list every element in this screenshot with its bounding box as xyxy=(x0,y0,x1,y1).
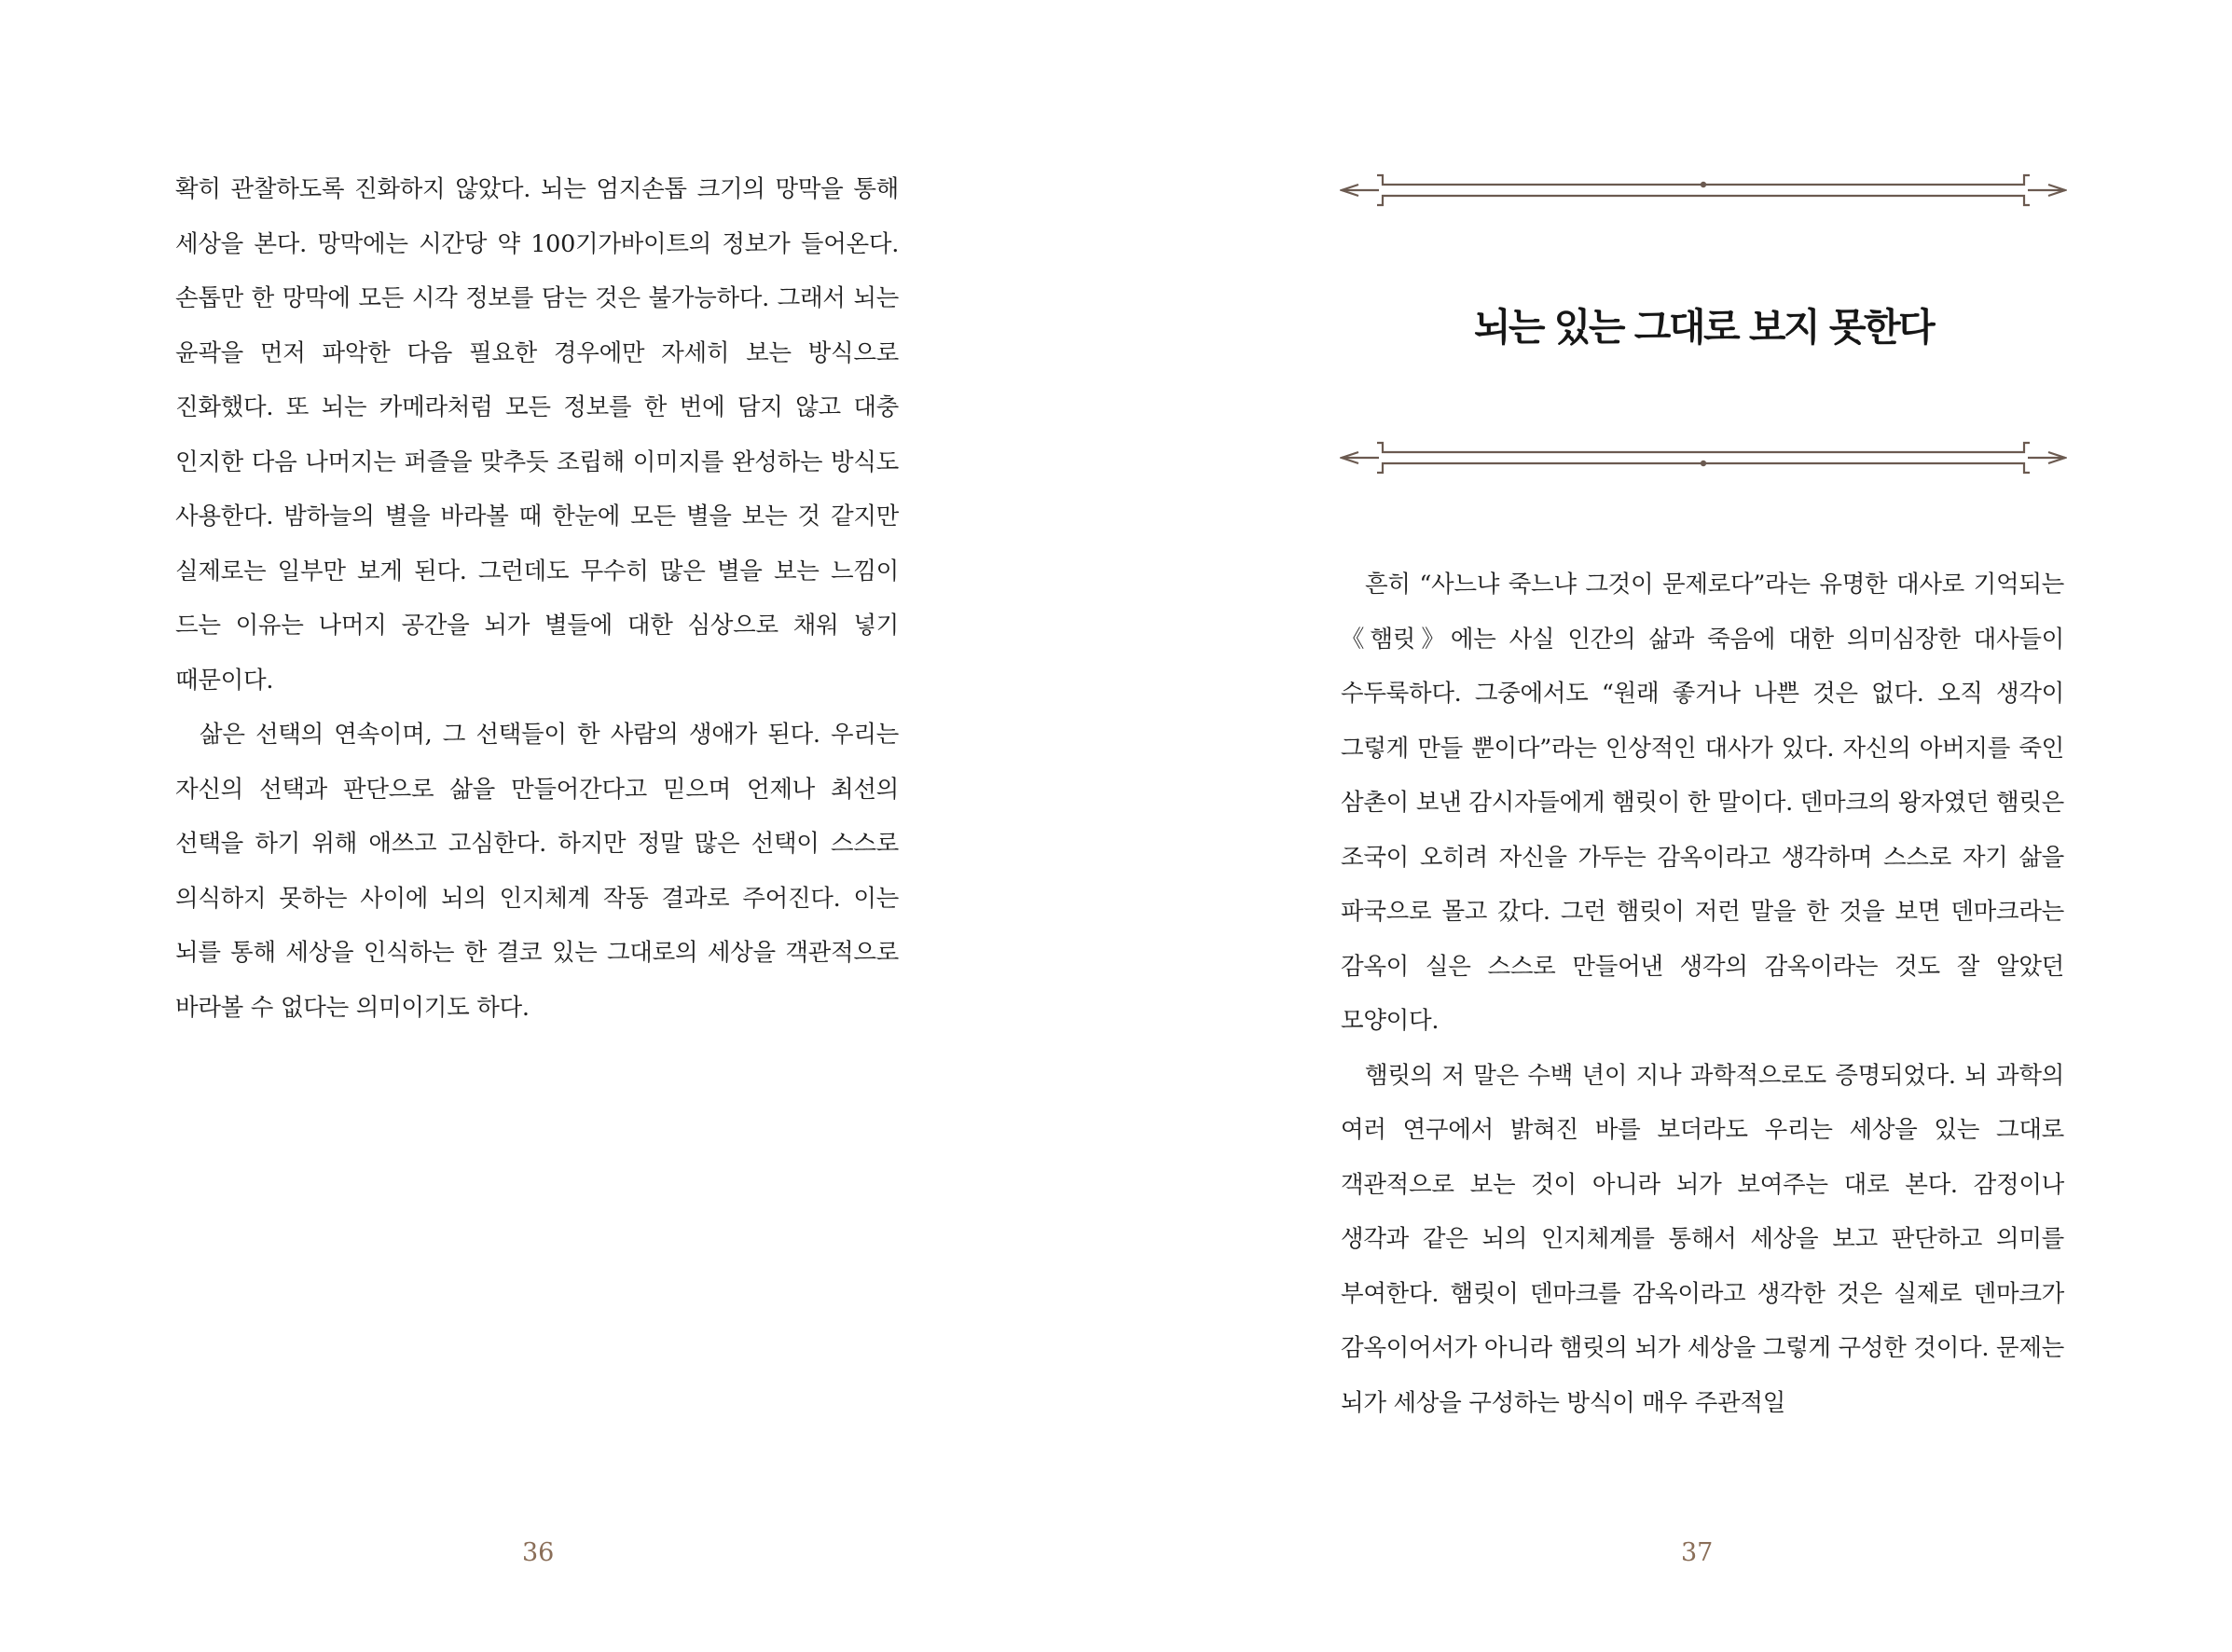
left-paragraph-1: 확히 관찰하도록 진화하지 않았다. 뇌는 엄지손톱 크기의 망막을 통해 세상을 본다. 망막에는 시간당 약 100기가바이트의 정보가 들어온다. 손톱만 한 망막에 모든 시각 정보를 담는 것은 불가능하다. 그래서 뇌는 윤곽을 먼저 파악한 다음 필요한 경우에만 자세히 보는 방식으로 진화했다. 또 뇌는 카메라처럼 모든 정보를 한 번에 담지 않고 대충 인지한 다음 나머지는 퍼즐을 맞추듯 조립해 이미지를 완성하는 방식도 사용한다. 밤하늘의 별을 바라볼 때 한눈에 모든 별을 보는 것 같지만 실제로는 일부만 보게 된다. 그런데도 무수히 많은 별을 보는 느낌이 드는 이유는 나머지 공간을 뇌가 별들에 대한 심상으로 채워 넣기 때문이다. xyxy=(175,175,899,695)
ornament-bottom-divider xyxy=(1340,439,2067,476)
right-page xyxy=(1116,0,2232,1652)
left-body-text xyxy=(175,162,899,1035)
right-paragraph-2: 햄릿의 저 말은 수백 년이 지나 과학적으로도 증명되었다. 뇌 과학의 여러 연구에서 밝혀진 바를 보더라도 우리는 세상을 있는 그대로 객관적으로 보는 것이 아니라 뇌가 보여주는 대로 본다. 감정이나 생각과 같은 뇌의 인지체계를 통해서 세상을 보고 판단하고 의미를 부여한다. 햄릿이 덴마크를 감옥이라고 생각한 것은 실제로 덴마크가 감옥이어서가 아니라 햄릿의 뇌가 세상을 그렇게 구성한 것이다. 문제는 뇌가 세상을 구성하는 방식이 매우 주관적일 xyxy=(1341,1061,2064,1417)
page-number-right: 37 xyxy=(1681,1538,1714,1567)
chapter-title: 뇌는 있는 그대로 보지 못한다 xyxy=(1473,305,1934,350)
page-number-left: 36 xyxy=(522,1538,555,1567)
right-body-text xyxy=(1341,558,2064,1430)
right-paragraph-1: 흔히 “사느냐 죽느냐 그것이 문제로다”라는 유명한 대사로 기억되는 《햄릿》에는 사실 인간의 삶과 죽음에 대한 의미심장한 대사들이 수두룩하다. 그중에서도 “원래 좋거나 나쁜 것은 없다. 오직 생각이 그렇게 만들 뿐이다”라는 인상적인 대사가 있다. 자신의 아버지를 죽인 삼촌이 보낸 감시자들에게 햄릿이 한 말이다. 덴마크의 왕자였던 햄릿은 조국이 오히려 자신을 가두는 감옥이라고 생각하며 스스로 자기 삶을 파국으로 몰고 갔다. 그런 햄릿이 저런 말을 한 것을 보면 덴마크라는 감옥이 실은 스스로 만들어낸 생각의 감옥이라는 것도 잘 알았던 모양이다. xyxy=(1341,571,2064,1035)
ornament-top-divider xyxy=(1340,172,2067,209)
left-paragraph-2: 삶은 선택의 연속이며, 그 선택들이 한 사람의 생애가 된다. 우리는 자신의 선택과 판단으로 삶을 만들어간다고 믿으며 언제나 최선의 선택을 하기 위해 애쓰고 고심한다. 하지만 정말 많은 선택이 스스로 의식하지 못하는 사이에 뇌의 인지체계 작동 결과로 주어진다. 이는 뇌를 통해 세상을 인식하는 한 결코 있는 그대로의 세상을 객관적으로 바라볼 수 없다는 의미이기도 하다. xyxy=(175,721,899,1022)
